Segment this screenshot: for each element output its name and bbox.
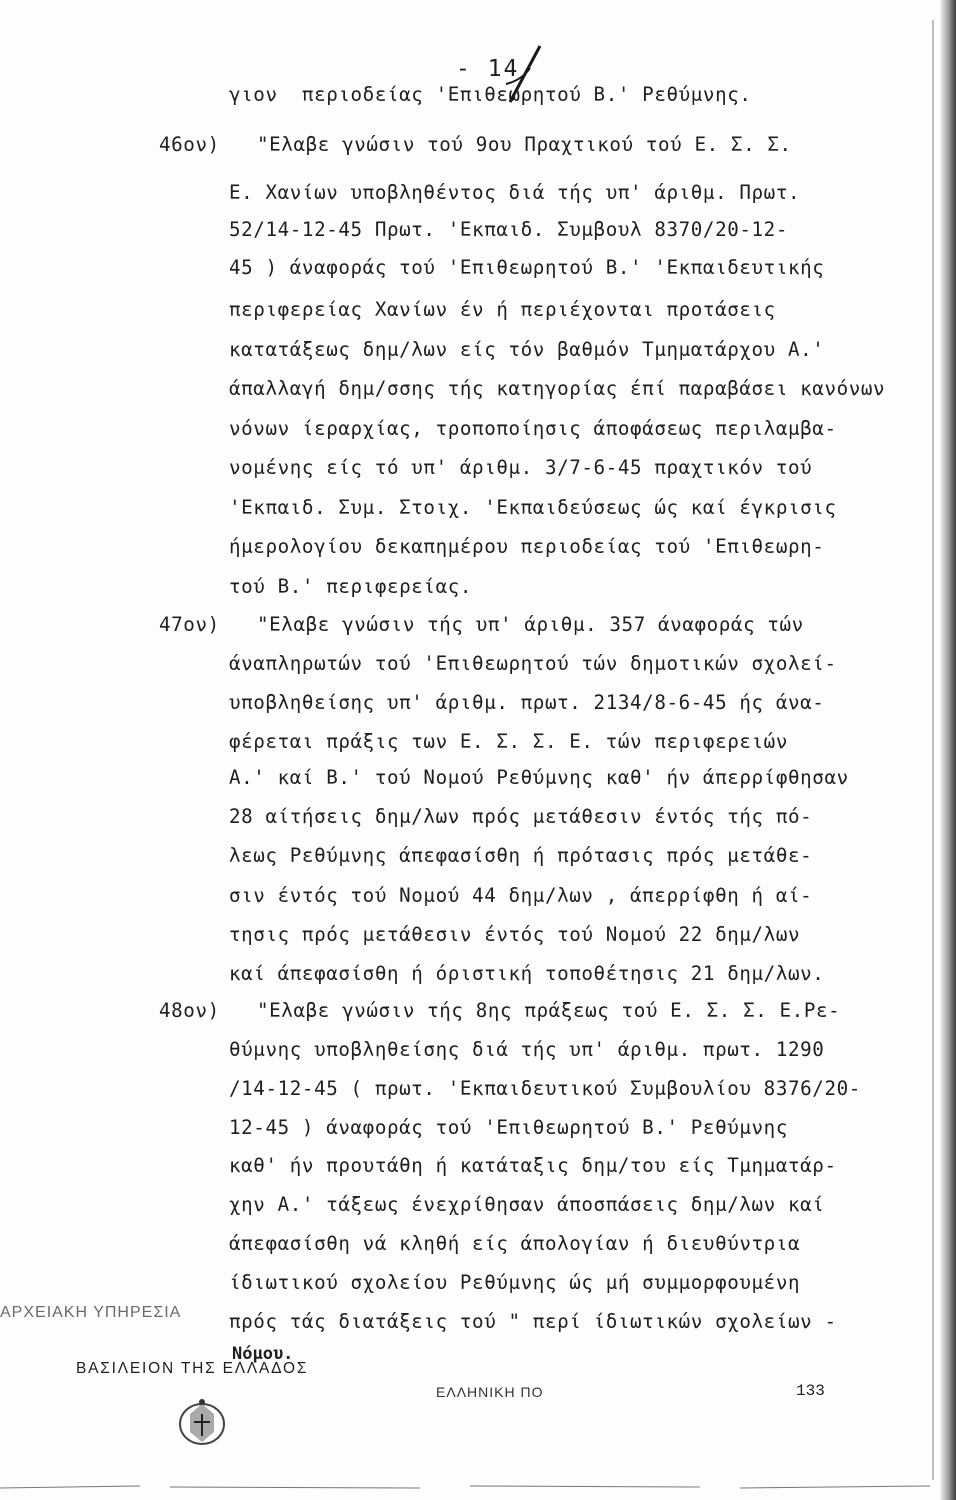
text-line: υποβληθείσης υπ' άριθμ. πρωτ. 2134/8-6-45 ής άνα- <box>229 691 825 714</box>
text-line: τού Β.' περιφερείας. <box>229 575 473 598</box>
text-line: γιον περιοδείας 'Επιθεωρητού Β.' Ρεθύμνης. <box>229 83 752 106</box>
text-line: χην Α.' τάξεως ένεχρίθησαν άποσπάσεις δημ/λων καί <box>229 1193 825 1216</box>
entry-number-label: 46ον) <box>159 133 220 156</box>
library-stamp: ΒΑΣΙΛΕΙΟΝ ΤΗΣ ΕΛΛΑΔΟΣ <box>76 1360 309 1377</box>
text-line: Α.' καί Β.' τού Νομού Ρεθύμνης καθ' ήν άπερρίφθησαν <box>229 766 849 789</box>
entry-number-label: 48ον) <box>159 999 220 1022</box>
text-line: καί άπεφασίσθη ή όριστική τοποθέτησις 21 δημ/λων. <box>229 962 825 985</box>
archive-stamp-area <box>0 1300 956 1500</box>
text-line: "Ελαβε γνώσιν τής υπ' άριθμ. 357 άναφοράς τών <box>257 613 804 636</box>
text-line: φέρεται πράξις των Ε. Σ. Σ. Ε. τών περιφερειών <box>229 730 788 753</box>
text-line: νόνων ίεραρχίας, τροποποίησις άποφάσεως περιλαμβα- <box>229 417 837 440</box>
text-line: περιφερείας Χανίων έν ή περιέχονται προτάσεις <box>229 298 776 321</box>
text-line: "Ελαβε γνώσιν τής 8ης πράξεως τού Ε. Σ. Σ. Ε.Ρε- <box>257 999 841 1022</box>
text-line: άπεφασίσθη νά κληθή είς άπολογίαν ή διευθύντρια <box>229 1232 801 1255</box>
text-line: ίδιωτικού σχολείου Ρεθύμνης ώς μή συμμορφουμένη <box>229 1271 801 1294</box>
footer-page-number: 133 <box>796 1382 825 1400</box>
text-line: 'Εκπαιδ. Συμ. Στοιχ. 'Εκπαιδεύσεως ώς καί έγκρισις <box>229 496 837 519</box>
footer-stamp-text: ΕΛΛΗΝΙΚΗ ΠΟ <box>436 1384 544 1400</box>
binding-edge <box>940 0 956 1500</box>
entry-number-label: 47ον) <box>159 613 220 636</box>
coat-of-arms-seal-icon <box>172 1396 232 1450</box>
text-line: σιν έντός τού Νομού 44 δημ/λων , άπερρίφθη ή αί- <box>229 884 813 907</box>
text-line: νομένης είς τό υπ' άριθμ. 3/7-6-45 πραχτικόν τού <box>229 456 813 479</box>
text-line: λεως Ρεθύμνης άπεφασίσθη ή πρότασις πρός μετάθε- <box>229 844 813 867</box>
text-line: καθ' ήν προυτάθη ή κατάταξις δημ/του είς Τμηματάρ- <box>229 1154 837 1177</box>
text-line: "Ελαβε γνώσιν τού 9ου Πραχτικού τού Ε. Σ. Σ. <box>257 133 792 156</box>
text-line: θύμνης υποβληθείσης διά τής υπ' άριθμ. πρωτ. 1290 <box>229 1038 825 1061</box>
text-line: άναπληρωτών τού 'Επιθεωρητού τών δημοτικών σχολεί- <box>229 652 837 675</box>
text-line: κατατάξεως δημ/λων είς τόν βαθμόν Τμηματάρχου Α.' <box>229 338 825 361</box>
text-line: 45 ) άναφοράς τού 'Επιθεωρητού Β.' 'Εκπαιδευτικής <box>229 256 825 279</box>
text-line: ήμερολογίου δεκαπημέρου περιοδείας τού 'Επιθεωρη- <box>229 535 825 558</box>
text-line: 52/14-12-45 Πρωτ. 'Εκπαιδ. Συμβουλ 8370/20-12- <box>229 218 788 241</box>
text-line: 28 αίτήσεις δημ/λων πρός μετάθεσιν έντός τής πό- <box>229 805 813 828</box>
binding-line <box>932 20 934 1480</box>
text-line: άπαλλαγή δημ/σσης τής κατηγορίας έπί παραβάσει κανόνων <box>229 377 886 400</box>
text-line: τησις πρός μετάθεσιν έντός τού Νομού 22 δημ/λων <box>229 923 801 946</box>
text-line: /14-12-45 ( πρωτ. 'Εκπαιδευτικού Συμβουλίου 8376/20- <box>229 1077 861 1100</box>
bottom-scan-dashes <box>0 1480 956 1494</box>
nomou-word: Νόμου. <box>232 1344 294 1364</box>
page-number: - 14 <box>456 56 520 82</box>
text-line: 12-45 ) άναφοράς τού 'Επιθεωρητού Β.' Ρεθύμνης <box>229 1116 788 1139</box>
text-line: Ε. Χανίων υποβληθέντος διά τής υπ' άριθμ. Πρωτ. <box>229 181 801 204</box>
faint-stamp-text: ΑΡΧΕΙΑΚΗ ΥΠΗΡΕΣΙΑ <box>0 1304 182 1321</box>
text-line: πρός τάς διατάξεις τού " περί ίδιωτικών σχολείων - <box>229 1310 837 1333</box>
